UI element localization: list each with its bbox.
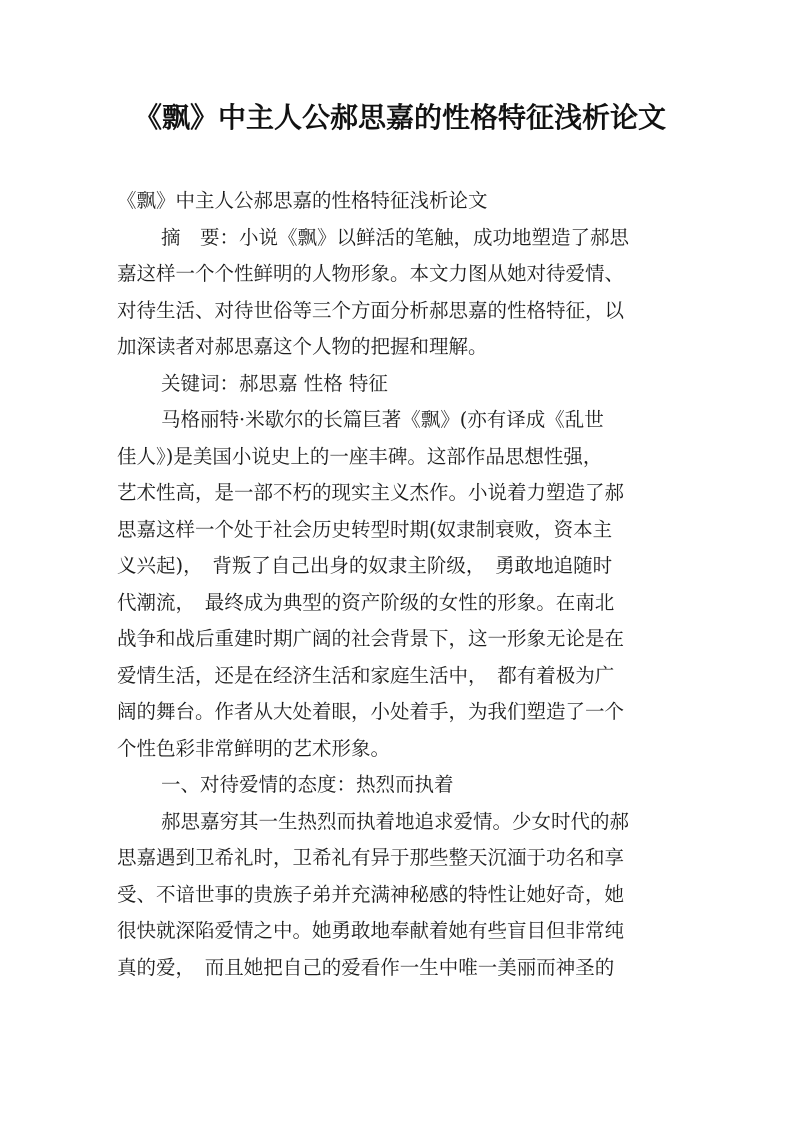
text-line: 艺术性高，是一部不朽的现实主义杰作。小说着力塑造了郝 [117, 481, 625, 504]
text-line: 佳人》)是美国小说史上的一座丰碑。这部作品思想性强， [117, 444, 603, 468]
text-line: 个性色彩非常鲜明的艺术形象。 [117, 736, 391, 760]
text-line: 思嘉这样一个处于社会历史转型时期(奴隶制衰败，资本主 [117, 517, 613, 541]
text-line: 马格丽特·米歇尔的长篇巨著《飘》(亦有译成《乱世 [161, 408, 604, 431]
text-line: 战争和战后重建时期广阔的社会背景下，这一形象无论是在 [117, 627, 625, 650]
text-line: 对待生活、对待世俗等三个方面分析郝思嘉的性格特征，以 [117, 298, 625, 322]
text-line: 关键词：郝思嘉 性格 特征 [161, 371, 388, 395]
text-line: 一、对待爱情的态度：热烈而执着 [161, 773, 454, 796]
text-line: 代潮流， 最终成为典型的资产阶级的女性的形象。在南北 [117, 590, 615, 614]
text-line: 很快就深陷爱情之中。她勇敢地奉献着她有些盲目但非常纯 [117, 919, 625, 942]
text-line: 摘 要：小说《飘》以鲜活的笔触，成功地塑造了郝思 [161, 225, 630, 249]
text-line: 郝思嘉穷其一生热烈而执着地追求爱情。少女时代的郝 [161, 809, 630, 833]
text-line: 《飘》中主人公郝思嘉的性格特征浅析论文 [117, 189, 488, 212]
document-body [117, 183, 692, 986]
page-title: 《飘》中主人公郝思嘉的性格特征浅析论文 [133, 101, 666, 134]
text-line: 加深读者对郝思嘉这个人物的把握和理解。 [117, 335, 488, 358]
text-line: 嘉这样一个个性鲜明的人物形象。本文力图从她对待爱情、 [117, 262, 625, 285]
text-line: 爱情生活，还是在经济生活和家庭生活中， 都有着极为广 [117, 663, 615, 687]
text-line: 义兴起)， 背叛了自己出身的奴隶主阶级， 勇敢地追随时 [117, 554, 613, 577]
text-line: 真的爱， 而且她把自己的爱看作一生中唯一美丽而神圣的 [117, 955, 615, 979]
text-line: 思嘉遇到卫希礼时，卫希礼有异于那些整天沉湎于功名和享 [117, 846, 625, 869]
text-line: 受、不谙世事的贵族子弟并充满神秘感的特性让她好奇，她 [117, 882, 625, 906]
text-line: 阔的舞台。作者从大处着眼，小处着手，为我们塑造了一个 [117, 700, 625, 723]
